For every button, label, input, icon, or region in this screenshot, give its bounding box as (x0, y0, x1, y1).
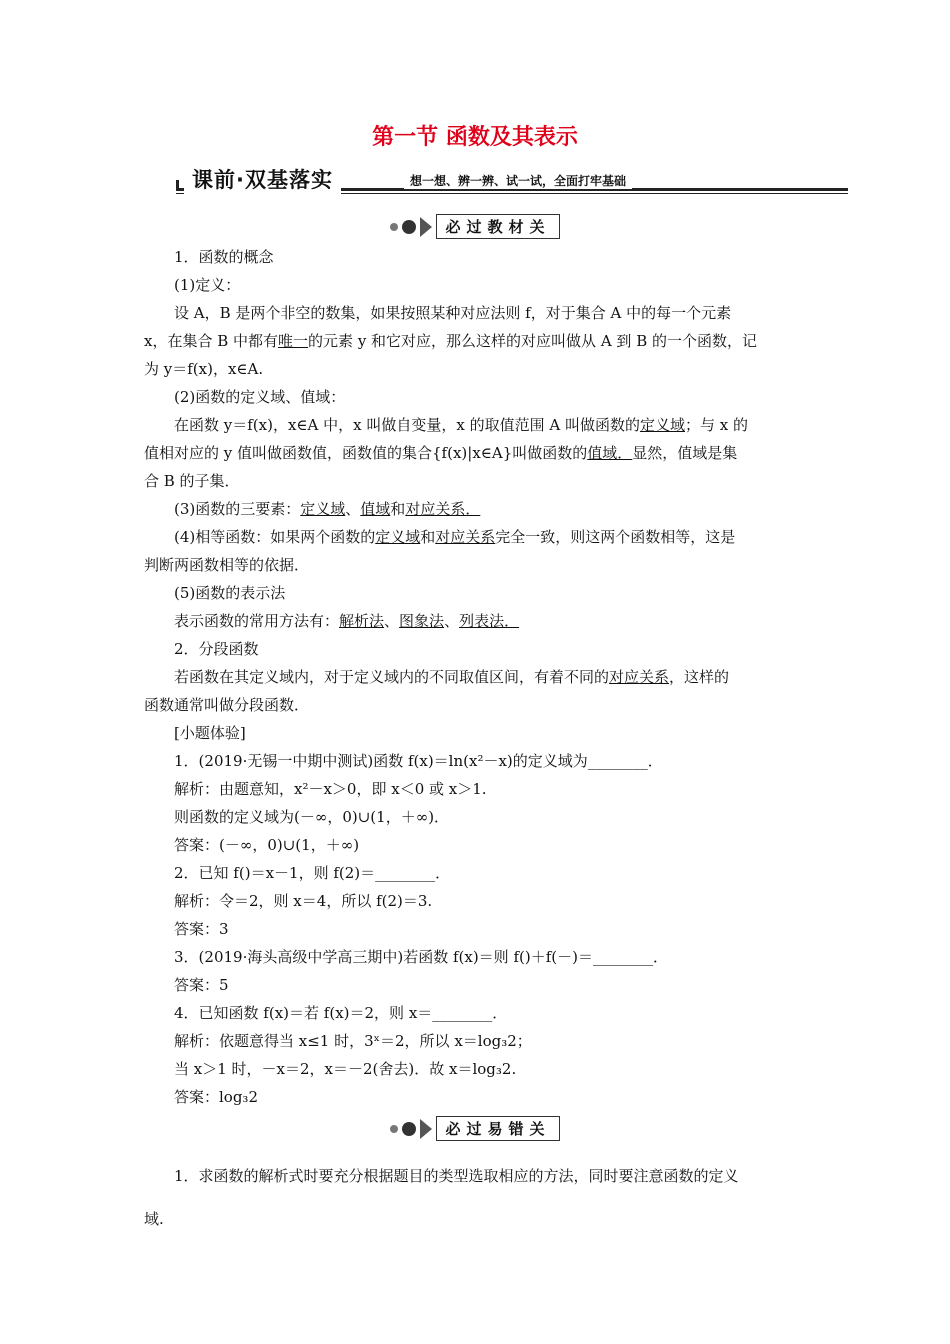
text-line: 答案：3 (174, 920, 229, 938)
underlined-term: 值域 (360, 500, 391, 518)
underlined-term: 解析法 (339, 612, 385, 630)
text-span: 完全一致，则这两个函数相等，这是 (495, 528, 736, 546)
mistakes-content (144, 1147, 808, 1248)
text-line: 4．已知函数 f(x)＝若 f(x)＝2，则 x＝________． (174, 1004, 508, 1022)
text-span: 在函数 y＝f(x)，x∈A 中，x 叫做自变量，x 的取值范围 A 叫做函数的 (174, 416, 640, 434)
underlined-term: 列表法． (459, 612, 520, 630)
text-span: 和 (390, 500, 406, 518)
text-span: 的元素 y 和它对应，那么这样的对应叫做从 A 到 B 的一个函数，记 (308, 332, 757, 350)
underlined-term: 对应关系． (405, 500, 481, 518)
banner-sub-text: 想一想、辨一辨、试一试，全面打牢基础 (404, 172, 632, 189)
text-line: (1)定义： (174, 276, 241, 294)
underlined-term: 对应关系 (609, 668, 670, 686)
text-line: 判断两函数相等的依据． (144, 556, 310, 574)
text-span: 、 (345, 500, 361, 518)
text-span: (3)函数的三要素： (174, 500, 301, 518)
main-content (144, 243, 808, 1111)
section-badge-textbook (0, 214, 950, 240)
text-line (144, 327, 808, 355)
text-line (144, 663, 808, 691)
text-line: 1．(2019·无锡一中期中测试)函数 f(x)＝ln(x²－x)的定义域为________． (174, 752, 663, 770)
text-line: 2．分段函数 (174, 640, 259, 658)
text-line: 1．求函数的解析式时要充分根据题目的类型选取相应的方法，同时要注意函数的定义 (174, 1167, 739, 1185)
dot-icon (390, 1125, 398, 1133)
text-span: 表示函数的常用方法有： (174, 612, 340, 630)
text-span: 和 (420, 528, 436, 546)
text-line: 1．函数的概念 (174, 248, 274, 266)
text-line (144, 523, 808, 551)
dot-icon (390, 223, 398, 231)
text-span: 值相对应的 y 值叫做函数值，函数值的集合{f(x)|x∈A}叫做函数的 (144, 444, 588, 462)
text-span: x，在集合 B 中都有 (144, 332, 279, 350)
text-line: 解析：由题意知，x²－x＞0，即 x＜0 或 x＞1. (174, 780, 487, 798)
underlined-term: 定义域 (639, 416, 685, 434)
text-line: 则函数的定义域为(－∞，0)∪(1，＋∞)． (174, 808, 450, 826)
text-span: (4)相等函数：如果两个函数的 (174, 528, 376, 546)
text-line: 函数通常叫做分段函数． (144, 696, 310, 714)
text-line: 当 x＞1 时，－x＝2，x＝－2(舍去)．故 x＝log₃2. (174, 1060, 517, 1078)
underlined-term: 定义域 (300, 500, 346, 518)
text-line: 为 y＝f(x)，x∈A. (144, 360, 264, 378)
page-title: 第一节 函数及其表示 (372, 125, 578, 150)
text-line: 合 B 的子集． (144, 472, 240, 490)
text-line (144, 439, 808, 467)
text-line: 答案：(－∞，0)∪(1，＋∞) (174, 836, 360, 854)
text-line: 解析：令＝2，则 x＝4，所以 f(2)＝3. (174, 892, 433, 910)
text-line: (5)函数的表示法 (174, 584, 286, 602)
text-line: [小题体验] (174, 724, 246, 742)
underlined-term: 唯一 (278, 332, 309, 350)
text-line: 2．已知 f()＝x－1，则 f(2)＝________． (174, 864, 451, 882)
text-line: 域. (144, 1210, 164, 1228)
dot-icon (402, 220, 416, 234)
text-span: 显然，值域是集 (632, 444, 738, 462)
section-badge-mistakes (0, 1116, 950, 1142)
text-line: 答案：5 (174, 976, 229, 994)
text-line: 答案：log₃2 (174, 1088, 258, 1106)
text-span: 、 (384, 612, 400, 630)
dot-icon (402, 1122, 416, 1136)
text-span: 若函数在其定义域内，对于定义域内的不同取值区间，有着不同的 (174, 668, 610, 686)
text-span: 、 (444, 612, 460, 630)
text-line: (2)函数的定义域、值域： (174, 388, 346, 406)
underlined-term: 图象法 (399, 612, 445, 630)
text-span: ；与 x 的 (684, 416, 748, 434)
text-line: 3．(2019·海头高级中学高三期中)若函数 f(x)＝则 f()＋f(－)＝________． (174, 948, 668, 966)
underlined-term: 值域． (587, 444, 633, 462)
section-banner (176, 166, 848, 194)
text-line: 解析：依题意得当 x≤1 时，3ˣ＝2，所以 x＝log₃2； (174, 1032, 532, 1050)
text-line (144, 495, 808, 523)
section-label: 必过教材关 (436, 214, 559, 239)
banner-main-text: 课前·双基落实 (184, 164, 341, 194)
text-line (144, 411, 808, 439)
text-line (144, 607, 808, 635)
arrow-right-icon (420, 217, 432, 237)
section-label: 必过易错关 (436, 1116, 559, 1141)
text-line: 设 A，B 是两个非空的数集，如果按照某种对应法则 f，对于集合 A 中的每一个元素 (174, 304, 732, 322)
arrow-right-icon (420, 1119, 432, 1139)
text-span: ，这样的 (669, 668, 730, 686)
underlined-term: 定义域 (375, 528, 421, 546)
underlined-term: 对应关系 (435, 528, 496, 546)
